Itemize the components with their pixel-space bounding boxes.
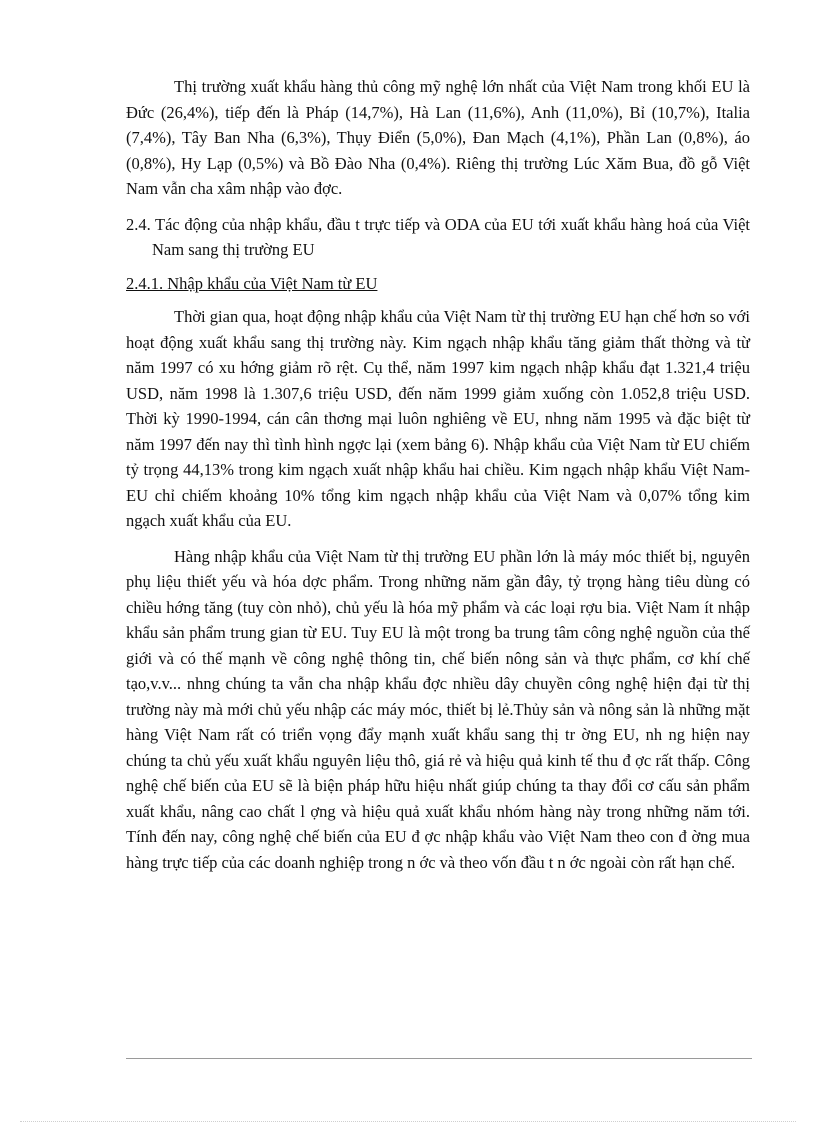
- page-bottom-edge: [20, 1121, 796, 1122]
- paragraph-import-trend: Thời gian qua, hoạt động nhập khẩu của Việt Nam từ thị trường EU hạn chế hơn so với hoạt động xuất khẩu sang thị trường này. Kim ngạch nhập khẩu tăng giảm thất thờng và từ năm 1997 có xu hớng giảm rõ rệt. Cụ thể, năm 1997 kim ngạch nhập khẩu đạt 1.321,4 triệu USD, năm 1998 là 1.307,6 triệu USD, đến năm 1999 giảm xuống còn 1.052,8 triệu USD. Thời kỳ 1990-1994, cán cân thơng mại luôn nghiêng về EU, nhng năm 1995 và đặc biệt từ năm 1997 đến nay thì tình hình ngợc lại (xem bảng 6). Nhập khẩu của Việt Nam từ EU chiếm tỷ trọng 44,13% trong kim ngạch xuất nhập khẩu hai chiều. Kim ngạch nhập khẩu Việt Nam-EU chỉ chiếm khoảng 10% tổng kim ngạch nhập khẩu của Việt Nam và 0,07% tổng kim ngạch xuất khẩu của EU.: [126, 307, 750, 530]
- paragraph-import-goods: Hàng nhập khẩu của Việt Nam từ thị trường EU phần lớn là máy móc thiết bị, nguyên phụ liệu thiết yếu và hóa dợc phẩm. Trong những năm gần đây, tỷ trọng hàng tiêu dùng có chiều hớng tăng (tuy còn nhỏ), chủ yếu là hóa mỹ phẩm và các loại rợu bia. Việt Nam ít nhập khẩu sản phẩm trung gian từ EU. Tuy EU là một trong ba trung tâm công nghệ nguồn của thế giới và có thế mạnh về công nghệ thông tin, chế biến nông sản và thực phẩm, cơ khí chế tạo,v.v... nhng chúng ta vẫn cha nhập khẩu đợc nhiều dây chuyền công nghệ hiện đại từ thị trường này mà mới chủ yếu nhập các máy móc, thiết bị lẻ.Thủy sản và nông sản là những mặt hàng Việt Nam rất có triển vọng đẩy mạnh xuất khẩu sang thị tr ờng EU, nh ng hiện nay chúng ta chủ yếu xuất khẩu nguyên liệu thô, giá rẻ và hiệu quả kinh tế thu đ ợc rất thấp. Công nghệ chế biến của EU sẽ là biện pháp hữu hiệu nhất giúp chúng ta thay đổi cơ cấu sản phẩm xuất khẩu, nâng cao chất l ợng và hiệu quả xuất khẩu nhóm hàng này trong những năm tới. Tính đến nay, công nghệ chế biến của EU đ ợc nhập khẩu vào Việt Nam theo con đ ờng mua hàng trực tiếp của các doanh nghiệp trong n ớc và theo vốn đầu t n ớc ngoài còn rất hạn chế.: [126, 546, 750, 872]
- footer-divider: [126, 1058, 752, 1059]
- document-body: [126, 74, 750, 885]
- section-heading-2-4: 2.4. Tác động của nhập khẩu, đầu t trực tiếp và ODA của EU tới xuất khẩu hàng hoá của Việt Nam sang thị trường EU: [126, 214, 750, 259]
- section-heading-2-4-1: 2.4.1. Nhập khẩu của Việt Nam từ EU: [126, 273, 378, 293]
- paragraph-export-markets: Thị trường xuất khẩu hàng thủ công mỹ nghệ lớn nhất của Việt Nam trong khối EU là Đức (26,4%), tiếp đến là Pháp (14,7%), Hà Lan (11,6%), Anh (11,0%), Bỉ (10,7%), Italia (7,4%), Tây Ban Nha (6,3%), Thụy Điển (5,0%), Đan Mạch (4,1%), Phần Lan (0,8%), áo (0,8%), Hy Lạp (0,5%) và Bồ Đào Nha (0,4%). Riêng thị trường Lúc Xăm Bua, đồ gỗ Việt Nam vẫn cha xâm nhập vào đợc.: [126, 77, 750, 198]
